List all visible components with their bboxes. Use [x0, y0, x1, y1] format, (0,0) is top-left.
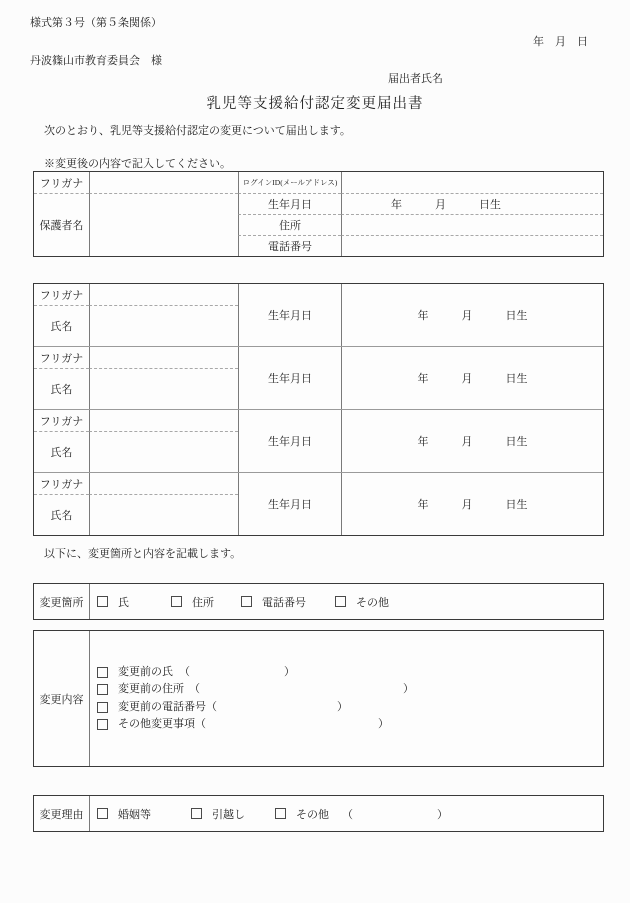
- change-details-table: [33, 630, 604, 767]
- option-shi: 氏: [97, 594, 129, 610]
- section2-intro: 以下に、変更箇所と内容を記載します。: [44, 548, 242, 560]
- intro-text: 次のとおり、乳児等支援給付認定の変更について届出します。: [44, 125, 351, 137]
- furigana-input-cell: [89, 347, 238, 368]
- checkbox-icon: [97, 667, 108, 678]
- reason-marriage: 婚姻等: [97, 806, 151, 822]
- detail-item-former-phone: 変更前の電話番号 （ ）: [97, 699, 603, 717]
- checkbox-icon: [97, 596, 108, 607]
- date-line: 年 月 日: [533, 36, 588, 48]
- change-details-label: 変更内容: [39, 693, 84, 706]
- login-id-input-cell: [341, 172, 603, 193]
- checkbox-icon: [241, 596, 252, 607]
- child-block: [34, 409, 603, 472]
- change-reason-table: [33, 795, 604, 832]
- birthdate-label: 生年月日: [238, 410, 341, 472]
- name-label: 氏名: [34, 368, 89, 409]
- blank-field: [190, 672, 284, 673]
- furigana-label: フリガナ: [39, 352, 84, 365]
- guardian-name-label: 保護者名: [34, 193, 89, 256]
- blank-field: [353, 813, 437, 814]
- reason-other: その他 （ ）: [275, 806, 448, 822]
- address-label: 住所: [238, 214, 341, 235]
- note-text: ※変更後の内容で記入してください。: [44, 158, 231, 170]
- furigana-label: フリガナ: [39, 478, 84, 491]
- furigana-input-cell: [89, 172, 238, 193]
- child-block: [34, 472, 603, 535]
- name-label: 氏名: [34, 431, 89, 472]
- checkbox-icon: [335, 596, 346, 607]
- child-block: [34, 346, 603, 409]
- name-label: 氏名: [34, 494, 89, 535]
- furigana-input-cell: [89, 473, 238, 494]
- furigana-label: フリガナ: [39, 415, 84, 428]
- checkbox-icon: [191, 808, 202, 819]
- blank-field: [206, 724, 378, 725]
- birthdate-value: 年 月 日生: [341, 410, 603, 472]
- checkbox-icon: [97, 719, 108, 730]
- form-number: 様式第３号（第５条関係）: [30, 17, 162, 29]
- detail-item-former-address: 変更前の住所 （ ）: [97, 681, 603, 699]
- addressee: 丹波篠山市教育委員会 様: [30, 55, 162, 67]
- option-sonota: その他: [335, 594, 389, 610]
- login-id-label: ログインID(メールアドレス): [238, 172, 341, 193]
- birthdate-value: 年 月 日生: [341, 347, 603, 409]
- name-input-cell: [89, 431, 238, 472]
- furigana-label: フリガナ: [39, 177, 84, 190]
- children-table: [33, 283, 604, 536]
- page-title: 乳児等支援給付認定変更届出書: [206, 96, 424, 112]
- furigana-label: フリガナ: [39, 289, 84, 302]
- reason-moving: 引越し: [191, 806, 245, 822]
- name-input-cell: [89, 494, 238, 535]
- phone-label: 電話番号: [238, 235, 341, 256]
- birthdate-value: 年 月 日生: [341, 473, 603, 535]
- change-location-table: [33, 583, 604, 620]
- birthdate-value: 年 月 日生: [341, 284, 603, 346]
- guardian-table: [33, 171, 604, 257]
- birthdate-label: 生年月日: [238, 284, 341, 346]
- option-jusho: 住所: [171, 594, 214, 610]
- detail-item-former-name: 変更前の氏 （ ）: [97, 664, 603, 682]
- change-location-label: 変更箇所: [39, 596, 84, 609]
- checkbox-icon: [97, 702, 108, 713]
- blank-field: [200, 689, 403, 690]
- guardian-name-input-cell: [89, 193, 238, 256]
- name-input-cell: [89, 305, 238, 346]
- detail-item-other: その他変更事項 （ ）: [97, 716, 603, 734]
- birthdate-label: 生年月日: [238, 193, 341, 214]
- furigana-input-cell: [89, 410, 238, 431]
- blank-field: [217, 707, 337, 708]
- declarant-name-label: 届出者氏名: [388, 73, 443, 85]
- name-label: 氏名: [34, 305, 89, 346]
- birthdate-label: 生年月日: [238, 347, 341, 409]
- checkbox-icon: [97, 808, 108, 819]
- checkbox-icon: [97, 684, 108, 695]
- change-reason-label: 変更理由: [39, 808, 84, 821]
- birthdate-label: 生年月日: [238, 473, 341, 535]
- checkbox-icon: [171, 596, 182, 607]
- option-denwa: 電話番号: [241, 594, 306, 610]
- address-input-cell: [341, 214, 603, 235]
- checkbox-icon: [275, 808, 286, 819]
- phone-input-cell: [341, 235, 603, 256]
- child-block: [34, 284, 603, 346]
- birthdate-value: 年 月 日生: [341, 193, 603, 214]
- furigana-input-cell: [89, 284, 238, 305]
- name-input-cell: [89, 368, 238, 409]
